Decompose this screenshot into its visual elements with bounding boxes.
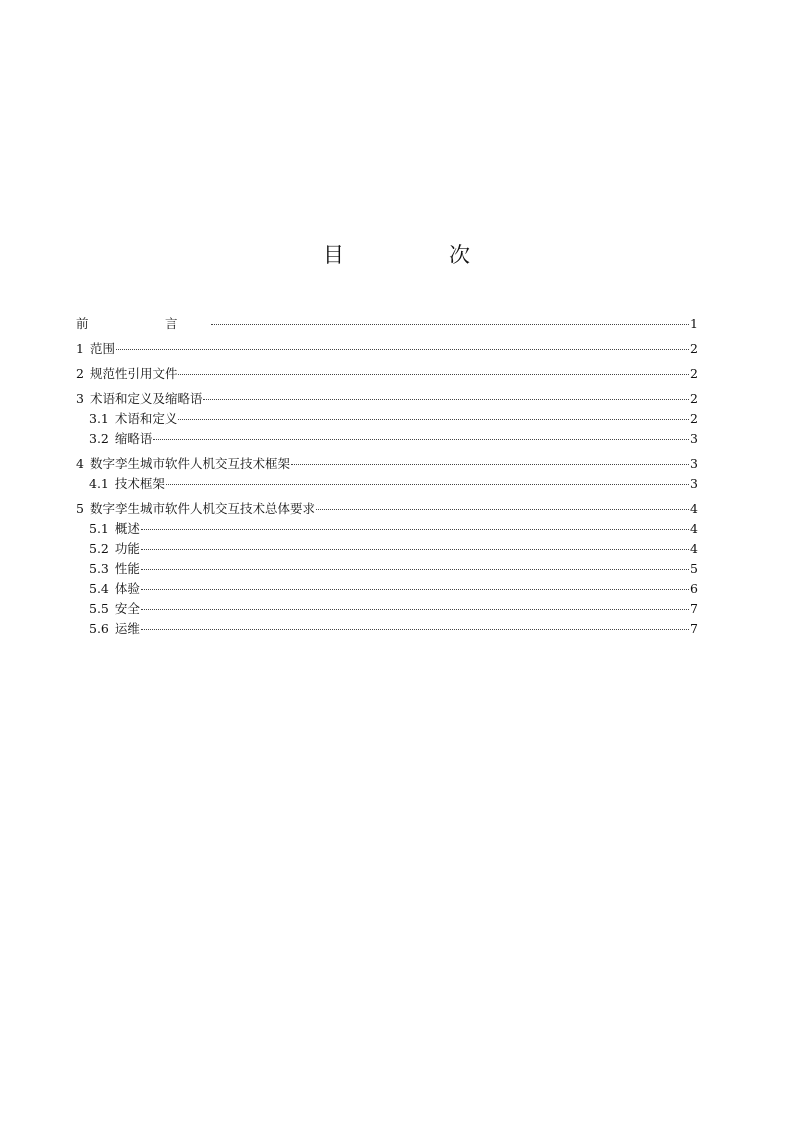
toc-entry-3[interactable] [76,389,698,409]
dot-leader [178,374,689,375]
toc-entry-number: 5.3 [89,561,109,576]
toc-entry-5-3[interactable] [76,559,698,579]
dot-leader [153,439,689,440]
toc-entry-page: 3 [690,456,698,471]
toc-entry-number: 5.2 [89,541,109,556]
toc-entry-1[interactable] [76,339,698,359]
toc-entry-page: 2 [690,366,698,381]
toc-entry-page: 3 [690,431,698,446]
toc-entry-3-1[interactable] [76,409,698,429]
toc-entry-foreword[interactable] [76,314,698,334]
dot-leader [141,609,689,610]
toc-entry-page: 3 [690,476,698,491]
dot-leader [203,399,689,400]
toc-entry-label: 概述 [114,521,140,536]
toc-entry-number: 4 [76,456,84,471]
toc-entry-page: 2 [690,391,698,406]
toc-entry-label: 技术框架 [114,476,165,491]
toc-list [76,314,698,639]
toc-entry-4-1[interactable] [76,474,698,494]
dot-leader [316,509,689,510]
toc-entry-number: 1 [76,341,84,356]
dot-leader [178,419,689,420]
toc-entry-page: 2 [690,341,698,356]
toc-entry-number: 5.4 [89,581,109,596]
toc-entry-label: 数字孪生城市软件人机交互技术总体要求 [89,501,315,516]
toc-entry-number: 4.1 [89,476,109,491]
toc-entry-label: 规范性引用文件 [89,366,178,381]
toc-title: 目 次 [323,243,512,267]
toc-entry-page: 4 [690,541,698,556]
toc-entry-2[interactable] [76,364,698,384]
dot-leader [141,549,689,550]
toc-entry-page: 6 [690,581,698,596]
toc-entry-page: 4 [690,521,698,536]
dot-leader [166,484,689,485]
toc-entry-page: 7 [690,621,698,636]
toc-entry-label: 术语和定义及缩略语 [89,391,203,406]
toc-entry-label: 功能 [114,541,140,556]
dot-leader [141,569,689,570]
toc-entry-page: 7 [690,601,698,616]
toc-entry-label: 前 言 [76,316,210,331]
toc-entry-label: 术语和定义 [114,411,178,426]
dot-leader [211,324,690,325]
dot-leader [141,629,689,630]
toc-entry-page: 1 [690,316,698,331]
toc-entry-number: 5.6 [89,621,109,636]
toc-entry-label: 安全 [114,601,140,616]
toc-entry-page: 4 [690,501,698,516]
toc-entry-label: 性能 [114,561,140,576]
toc-entry-5-2[interactable] [76,539,698,559]
toc-entry-number: 5.1 [89,521,109,536]
toc-entry-5-6[interactable] [76,619,698,639]
toc-entry-label: 范围 [89,341,115,356]
toc-entry-5-4[interactable] [76,579,698,599]
toc-entry-number: 3.2 [89,431,109,446]
toc-entry-label: 数字孪生城市软件人机交互技术框架 [89,456,290,471]
dot-leader [291,464,689,465]
toc-entry-number: 5 [76,501,84,516]
toc-entry-label: 缩略语 [114,431,153,446]
toc-entry-5-1[interactable] [76,519,698,539]
toc-entry-5-5[interactable] [76,599,698,619]
toc-entry-label: 运维 [114,621,140,636]
dot-leader [116,349,689,350]
toc-entry-3-2[interactable] [76,429,698,449]
toc-entry-number: 2 [76,366,84,381]
toc-entry-number: 3 [76,391,84,406]
toc-entry-number: 3.1 [89,411,109,426]
toc-entry-label: 体验 [114,581,140,596]
toc-entry-page: 2 [690,411,698,426]
dot-leader [141,529,689,530]
toc-entry-page: 5 [690,561,698,576]
dot-leader [141,589,689,590]
toc-entry-4[interactable] [76,454,698,474]
toc-entry-number: 5.5 [89,601,109,616]
toc-entry-5[interactable] [76,499,698,519]
